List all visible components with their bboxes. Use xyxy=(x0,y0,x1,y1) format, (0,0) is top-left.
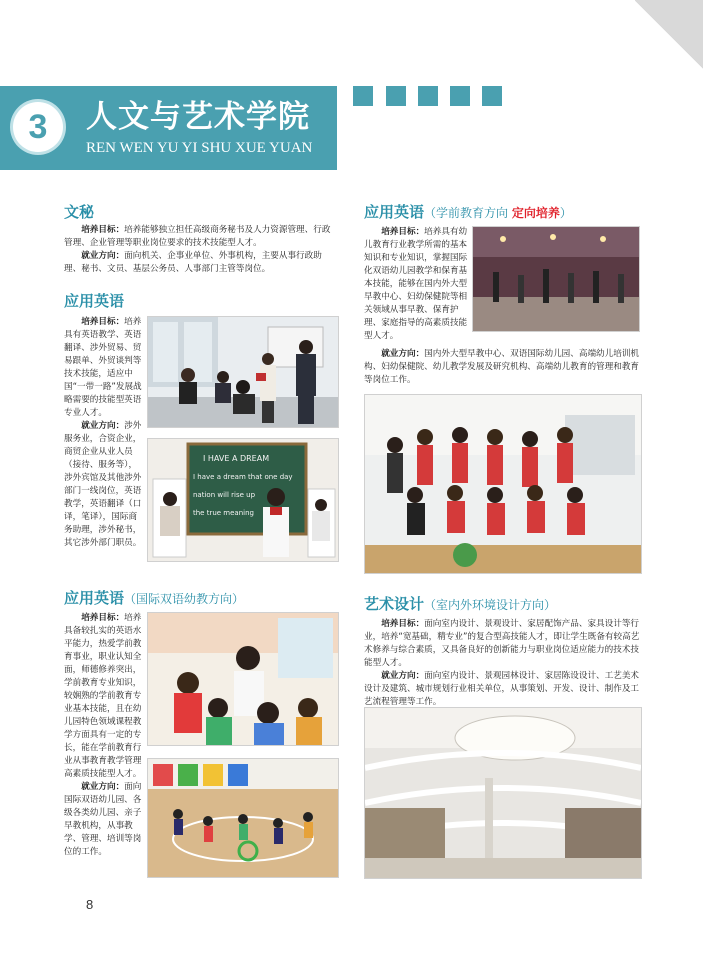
goal-label: 培养目标： xyxy=(81,613,125,623)
major-desc-english-pre-goal xyxy=(364,226,468,343)
photo-cheerleading-team xyxy=(364,394,642,574)
major-desc-english xyxy=(64,316,142,550)
decor-square xyxy=(482,86,502,106)
major-title-design: 艺术设计（室内外环境设计方向） xyxy=(364,595,557,613)
photo-kindergarten-play xyxy=(147,758,339,878)
major-desc-mishu xyxy=(64,224,338,276)
major-subtitle: （学前教育方向 xyxy=(424,206,512,220)
career-label: 就业方向： xyxy=(81,251,125,261)
goal-label: 培养目标： xyxy=(81,317,125,327)
career-label: 就业方向： xyxy=(381,671,425,681)
blackboard-line-1: I HAVE A DREAM xyxy=(203,454,270,463)
goal-text: 培养具有英语教学、英语翻译、涉外贸易、贸易跟单、外贸谈判等技术技能，适应中国“一带一路”发展战略需要的技能型英语专业人才。 xyxy=(64,317,142,418)
photo-office-meeting xyxy=(147,316,339,428)
major-desc-design xyxy=(364,618,640,709)
section-number-badge: 3 xyxy=(13,102,63,152)
decor-square xyxy=(353,86,373,106)
college-pinyin: REN WEN YU YI SHU XUE YUAN xyxy=(86,140,313,156)
page-corner-decoration xyxy=(635,0,703,70)
major-title-english-intl: 应用英语（国际双语幼教方向） xyxy=(64,589,245,607)
major-subtitle: （室内外环境设计方向） xyxy=(424,598,557,612)
blackboard-line-4: the true meaning xyxy=(193,509,254,517)
major-title-mishu: 文秘 xyxy=(64,203,95,221)
page-number: 8 xyxy=(86,897,94,912)
goal-text: 培养具有幼儿教育行业教学所需的基本知识和专业知识，掌握国际化双语幼儿园教学和保育基本技能，能够在国内外大型早教中心、妇幼保健院等相关领域从事早教、保育护理、家庭指导的高素质技能型人才。 xyxy=(364,227,468,341)
photo-english-classroom xyxy=(147,438,339,562)
career-text: 国内外大型早教中心、双语国际幼儿园、高端幼儿培训机构、妇幼保健院、幼儿教学发展及研究机构、高端幼儿教育的管理和教育等岗位工作。 xyxy=(364,349,640,385)
directed-training-tag: 定向培养 xyxy=(511,206,560,220)
goal-text: 培养能够独立担任高级商务秘书及人力资源管理、行政管理、企业管理等职业岗位要求的技术技能型人才。 xyxy=(64,225,331,248)
blackboard-line-3: nation will rise up xyxy=(193,491,256,499)
career-text: 面向室内设计、景观园林设计、家居陈设设计、工艺美术设计及建筑、城市规划行业相关单位，从事策划、开发、设计、制作及工艺流程管理等工作。 xyxy=(364,671,640,707)
photo-dance-classroom xyxy=(472,226,640,332)
major-subtitle: （国际双语幼教方向） xyxy=(124,592,245,606)
goal-text: 面向室内设计、景观设计、家居配饰产品、家具设计等行业，培养“宽基础，精专业”的复合型高技能人才，即让学生既备有较高艺术修养与综合素质，又具备良好的创新能力与职业岗位适应能力的技术技能型人才。 xyxy=(364,619,640,668)
career-label: 就业方向： xyxy=(81,421,125,431)
blackboard-line-2: I have a dream that one day xyxy=(193,473,293,481)
decor-square xyxy=(386,86,406,106)
career-label: 就业方向： xyxy=(81,782,125,792)
major-title-english-pre: 应用英语（学前教育方向 定向培养） xyxy=(364,203,572,221)
major-desc-english-intl xyxy=(64,612,142,859)
photo-kindergarten-teacher xyxy=(147,612,339,746)
career-text: 面向机关、企事业单位、外事机构，主要从事行政助理、秘书、文员、基层公务员、人事部门主管等岗位。 xyxy=(64,251,322,274)
college-title: 人文与艺术学院 xyxy=(86,99,310,135)
decor-square xyxy=(450,86,470,106)
goal-text: 培养具备较扎实的英语水平能力，热爱学前教育事业，职业认知全面，师德修养突出，学前教育专业知识，较娴熟的学前教育专业基本技能，且在幼儿园特色领域课程教学方面具有一定的专长，能在学前教育行业从事教育教学管理高素质技能型人才。 xyxy=(64,613,142,779)
career-text: 面向国际双语幼儿园、各级各类幼儿园、亲子早教机构，从事教学、管理、培训等岗位的工作。 xyxy=(64,782,142,857)
major-title-english: 应用英语 xyxy=(64,292,125,310)
photo-mall-interior xyxy=(364,707,642,879)
goal-label: 培养目标： xyxy=(381,619,425,629)
major-desc-english-pre-career xyxy=(364,348,640,387)
career-label: 就业方向： xyxy=(381,349,425,359)
decor-square xyxy=(418,86,438,106)
goal-label: 培养目标： xyxy=(81,225,125,235)
career-text: 涉外服务业，合资企业，商贸企业从业人员（接待、服务等），涉外宾馆及其他涉外部门一线岗位，英语教学，英语翻译（口译，笔译），国际商务助理，涉外秘书，其它涉外部门职员。 xyxy=(64,421,142,548)
goal-label: 培养目标： xyxy=(381,227,425,237)
